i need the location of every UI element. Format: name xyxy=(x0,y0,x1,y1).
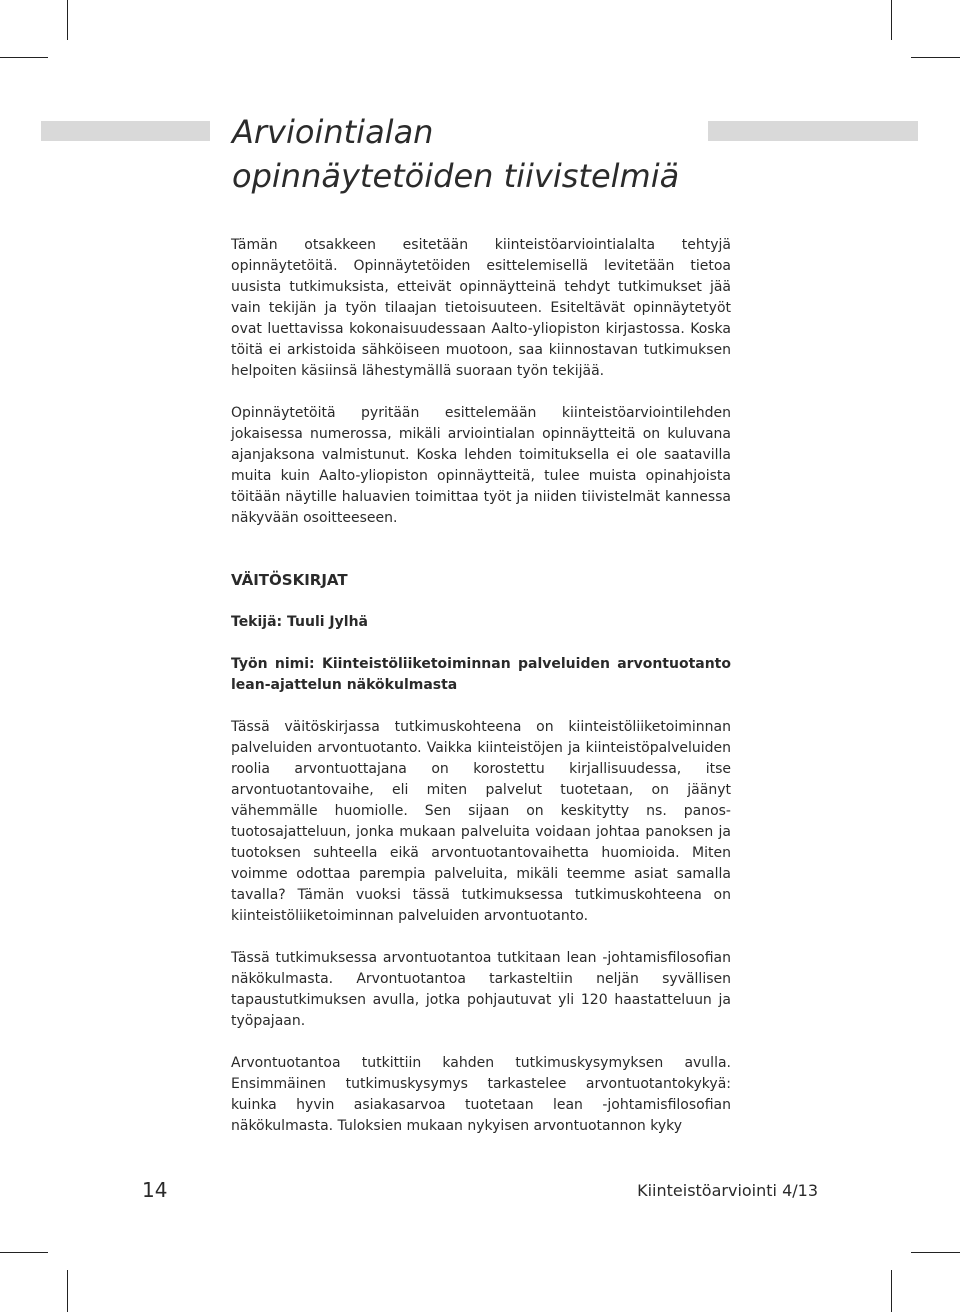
body-paragraph: Tässä tutkimuksessa arvontuotantoa tutkitaan lean -johtamisfilosofian näkökulmasta. Arvontuotantoa tarkasteltiin neljän syvällisen tapaustutkimuksen avulla, jotka pohjautuvat yli 120 haastatteluun ja työpajaan. xyxy=(231,950,731,1029)
decorative-bar-left xyxy=(41,121,210,141)
page-number: 14 xyxy=(142,1178,168,1202)
thesis-section xyxy=(231,570,731,1137)
publication-name: Kiinteistöarviointi 4/13 xyxy=(637,1181,818,1200)
body-paragraph: Arvontuotantoa tutkittiin kahden tutkimuskysymyksen avulla. Ensimmäinen tutkimuskysymys tarkastelee arvontuotantokykyä: kuinka hyvin asiakasarvoa tuotetaan lean -johtamisfilosofian näkökulmasta. Tuloksien mukaan nykyisen arvontuotannon kyky xyxy=(231,1055,731,1134)
crop-mark xyxy=(911,1252,960,1253)
crop-mark xyxy=(67,1270,68,1312)
intro-paragraph: Opinnäytetöitä pyritään esittelemään kiinteistöarviointilehden jokaisessa numerossa, mikäli arviointialan opinnäytteitä on kuluvana ajanjaksona valmistunut. Koska lehden toimituksella ei ole saatavilla muita kuin Aalto-yliopiston opinnäytteitä, tulee muista opinahjoista töitään näytille haluavien toimittaa työt ja niiden tiivistelmät kannessa näkyvään osoitteeseen. xyxy=(231,405,731,526)
page-title: Arviointialan opinnäytetöiden tiivistelmiä xyxy=(232,113,680,195)
section-heading: VÄITÖSKIRJAT xyxy=(231,571,348,589)
decorative-bar-right xyxy=(708,121,918,141)
crop-mark xyxy=(0,57,48,58)
body-paragraph: Tässä väitöskirjassa tutkimuskohteena on kiinteistöliiketoiminnan palveluiden arvontuotanto. Vaikka kiinteistöjen ja kiinteistöpalveluiden roolia arvontuottajana on korostettu kirjallisuudessa, itse arvontuotantovaihe, eli miten palvelut tuotetaan, on jäänyt vähemmälle huomiolle. Sen sijaan on keskitytty ns. panos-tuotosajatteluun, jonka mukaan palveluita voidaan johtaa panoksen ja tuotoksen suhteella eikä arvontuotantovaihetta huomioida. Miten voimme odottaa parempia palveluita, mikäli teemme asiat samalla tavalla? Tämän vuoksi tässä tutkimuksessa tutkimuskohteena on kiinteistöliiketoiminnan palveluiden arvontuotanto. xyxy=(231,719,731,924)
crop-mark xyxy=(0,1252,48,1253)
crop-mark xyxy=(891,1270,892,1312)
author-line: Tekijä: Tuuli Jylhä xyxy=(231,614,368,630)
intro-section xyxy=(231,235,731,529)
crop-mark xyxy=(891,0,892,40)
crop-mark xyxy=(911,57,960,58)
work-title-line: Työn nimi: Kiinteistöliiketoiminnan palveluiden arvontuotanto lean-ajattelun näkökulmasta xyxy=(231,656,731,693)
intro-paragraph: Tämän otsakkeen esitetään kiinteistöarviointialalta tehtyjä opinnäytetöitä. Opinnäytetöiden esittelemisellä levitetään tietoa uusista tutkimuksista, etteivät opinnäytteinä tehdyt tutkimukset jää vain tekijän ja työn tilaajan tietoisuuteen. Esiteltävät opinnäytetyöt ovat luettavissa kokonaisuudessaan Aalto-yliopiston kirjastossa. Koska töitä ei arkistoida sähköiseen muotoon, saa kiinnostavan tutkimuksen helpoiten käsiinsä lähestymällä suoraan työn tekijää. xyxy=(231,237,731,379)
crop-mark xyxy=(67,0,68,40)
